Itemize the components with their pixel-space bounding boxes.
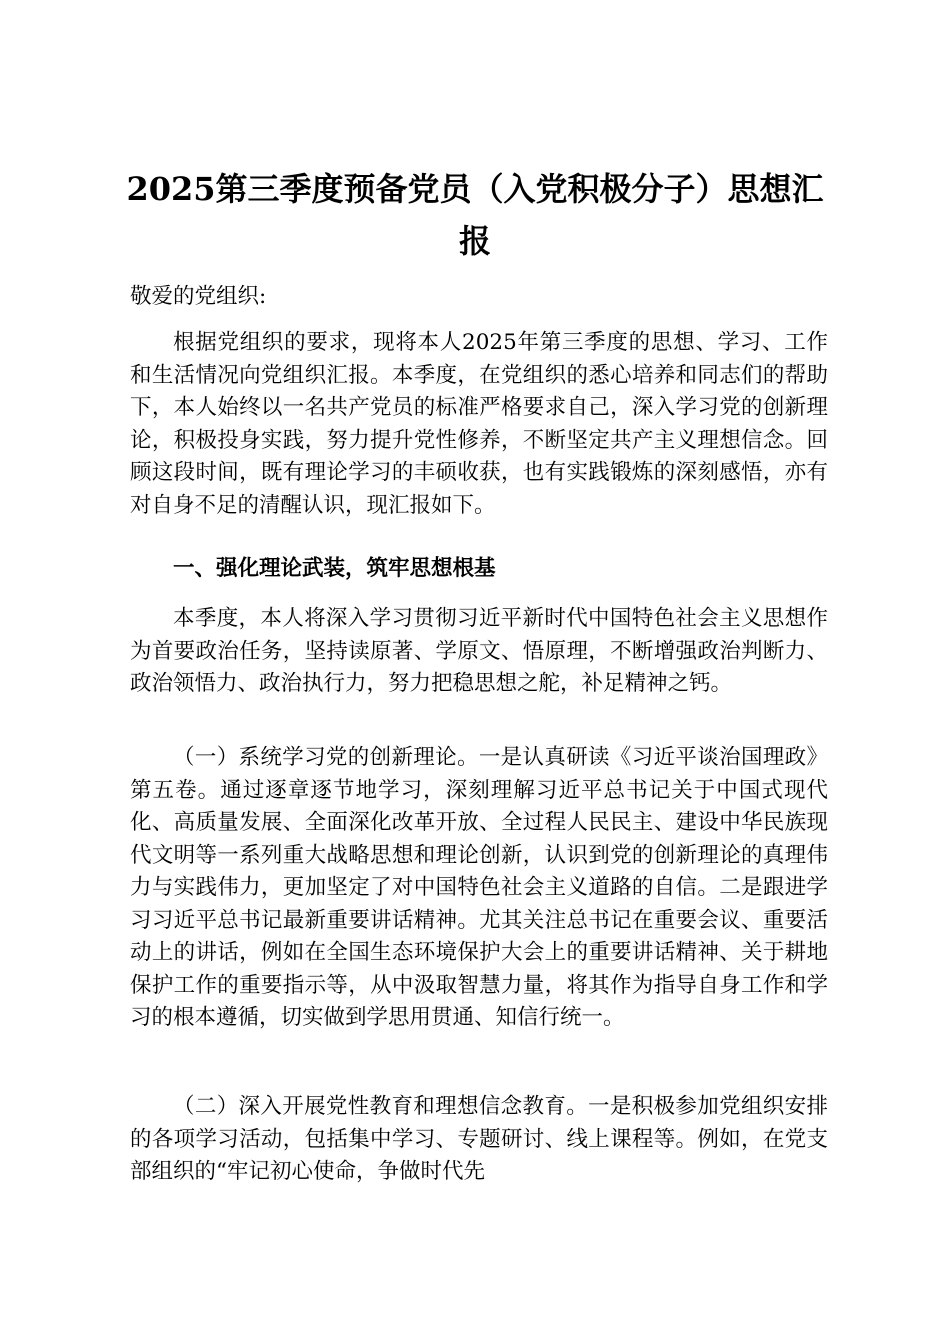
intro-paragraph: 根据党组织的要求，现将本人2025年第三季度的思想、学习、工作和生活情况向党组织汇报。本季度，在党组织的悉心培养和同志们的帮助下，本人始终以一名共产党员的标准严格要求自己，深入学习党的创新理论，积极投身实践，努力提升党性修养，不断坚定共产主义理想信念。回顾这段时间，既有理论学习的丰硕收获，也有实践锻炼的深刻感悟，亦有对自身不足的清醒认识，现汇报如下。 <box>130 330 828 518</box>
document-title: 2025第三季度预备党员（入党积极分子）思想汇报 <box>126 170 824 260</box>
subsection-1-paragraph: （一）系统学习党的创新理论。一是认真研读《习近平谈治国理政》第五卷。通过逐章逐节地学习，深刻理解习近平总书记关于中国式现代化、高质量发展、全面深化改革开放、全过程人民民主、建设中华民族现代文明等一系列重大战略思想和理论创新，认识到党的创新理论的真理伟力与实践伟力，更加坚定了对中国特色社会主义道路的自信。二是跟进学习习近平总书记最新重要讲话精神。尤其关注总书记在重要会议、重要活动上的讲话，例如在全国生态环境保护大会上的重要讲话精神、关于耕地保护工作的重要指示等，从中汲取智慧力量，将其作为指导自身工作和学习的根本遵循，切实做到学思用贯通、知信行统一。 <box>130 745 828 1030</box>
section-heading-1: 一、强化理论武装，筑牢思想根基 <box>173 556 496 581</box>
subsection-2-paragraph: （二）深入开展党性教育和理想信念教育。一是积极参加党组织安排的各项学习活动，包括集中学习、专题研讨、线上课程等。例如，在党支部组织的“牢记初心使命，争做时代先 <box>130 1094 828 1184</box>
salutation: 敬爱的党组织: <box>130 284 267 309</box>
section-1-intro-paragraph: 本季度，本人将深入学习贯彻习近平新时代中国特色社会主义思想作为首要政治任务，坚持读原著、学原文、悟原理，不断增强政治判断力、政治领悟力、政治执行力，努力把稳思想之舵，补足精神之钙。 <box>130 606 828 696</box>
